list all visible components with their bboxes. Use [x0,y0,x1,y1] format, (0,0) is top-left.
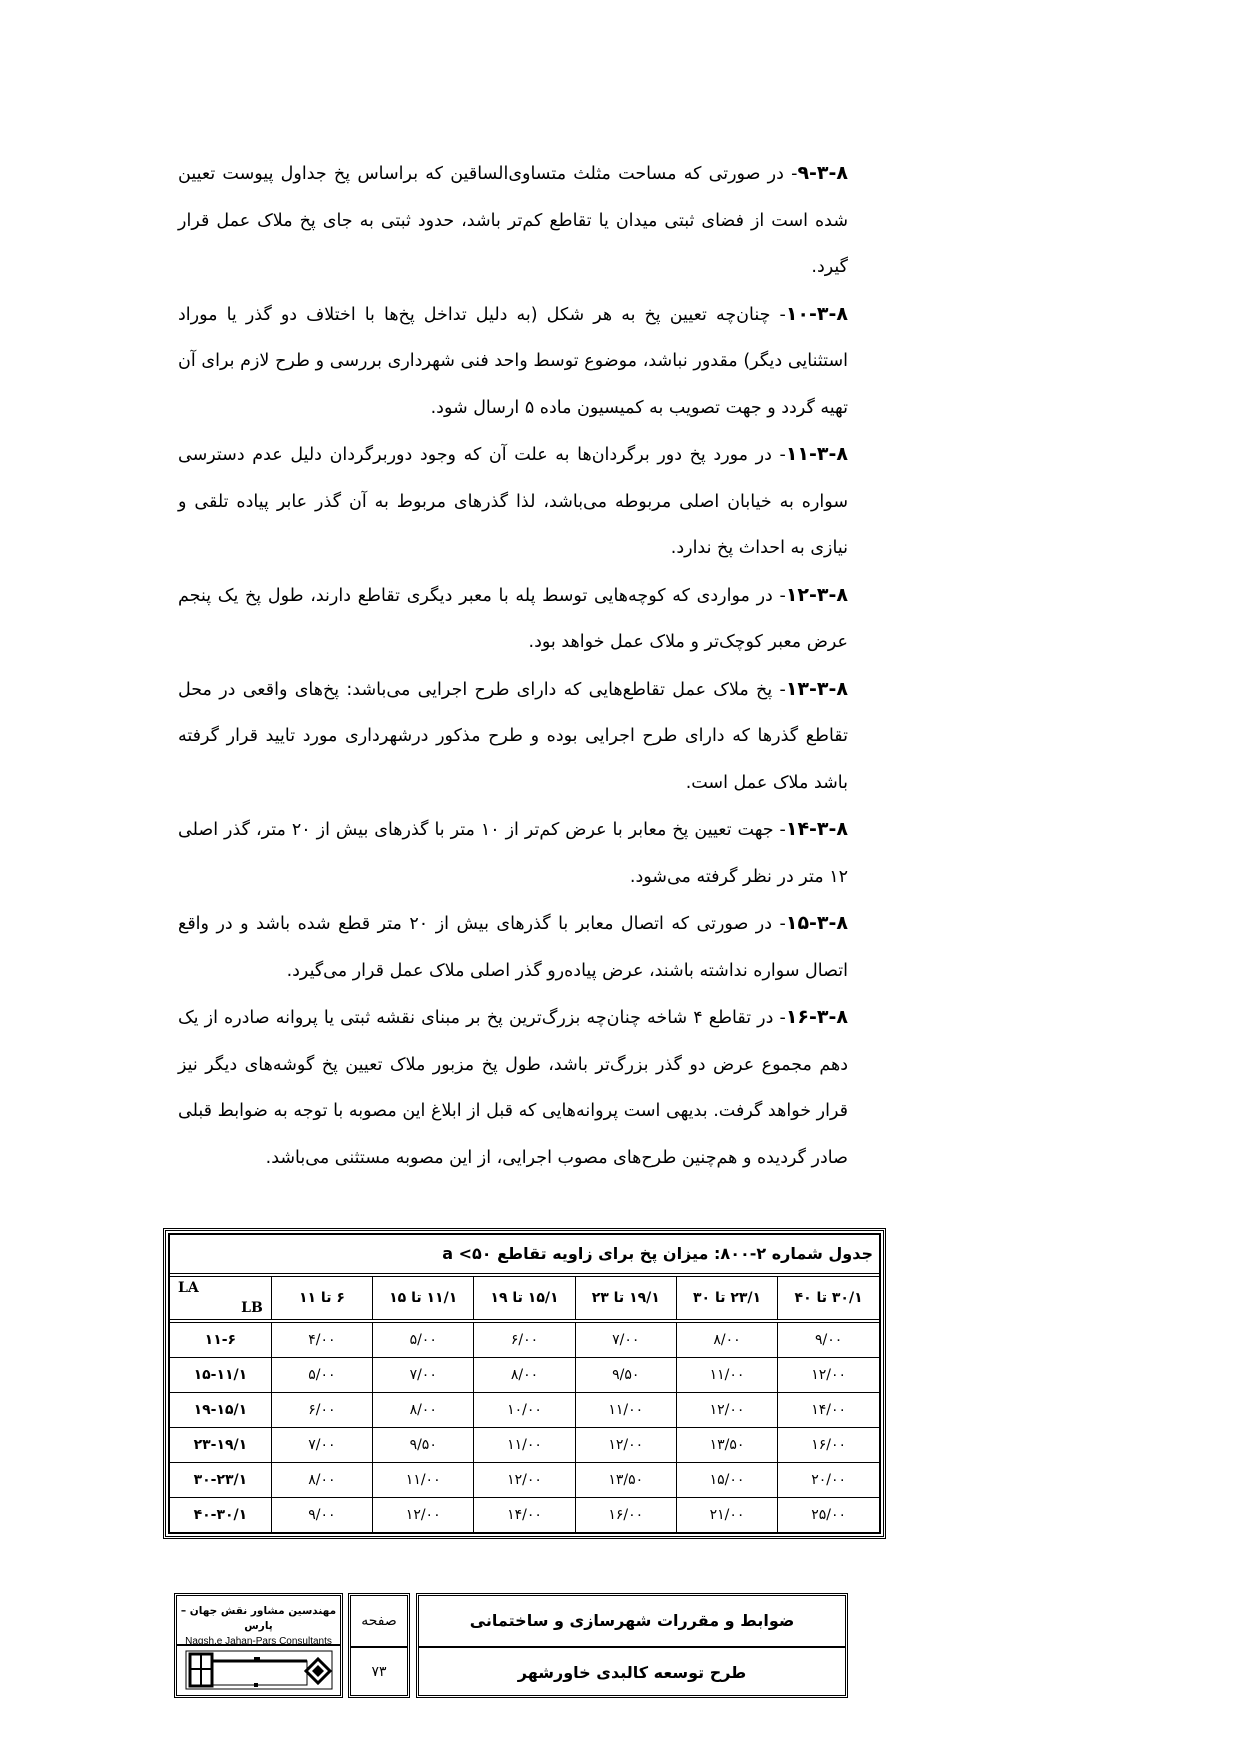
clause-number: ۱۵-۳-۸ [785,912,849,934]
table-cell: ۱۶/۰۰ [778,1428,879,1463]
row-label: ۴۰-۳۰/۱ [170,1498,271,1533]
clause-text: - در صورتی که مساحت مثلث متساوی‌الساقین که براساس پخ جداول پیوست تعیین شده است از فضای ثبتی میدان یا تقاطع کم‌تر باشد، حدود ثبتی به جای پخ ملاک عمل قرار گیرد. [178,164,848,277]
company-logo-icon [177,1646,340,1696]
table-cell: ۱۲/۰۰ [575,1428,676,1463]
table-row [170,1321,879,1358]
clause-paragraph [178,291,848,432]
clause-number: ۱۱-۳-۸ [785,443,848,465]
table-cell: ۸/۰۰ [474,1358,575,1393]
clause-paragraph [178,806,848,900]
column-header: ۶ تا ۱۱ [271,1277,372,1321]
clause-text: - جهت تعیین پخ معابر با عرض کم‌تر از ۱۰ متر با گذرهای بیش از ۲۰ متر، گذر اصلی ۱۲ متر در نظر گرفته می‌شود. [178,820,848,887]
clause-paragraph [178,150,848,291]
footer-page-box [348,1593,410,1698]
table-cell: ۱۲/۰۰ [676,1393,777,1428]
plan-title: طرح توسعه کالبدی خاورشهر [517,1662,747,1682]
corner-lb: LB [241,1300,263,1316]
table-cell: ۸/۰۰ [676,1321,777,1358]
column-header: ۱۱/۱ تا ۱۵ [373,1277,474,1321]
table-row [170,1463,879,1498]
corner-la: LA [178,1280,199,1296]
table-cell: ۴/۰۰ [271,1321,372,1358]
table-cell: ۱۱/۰۰ [474,1428,575,1463]
table-cell: ۵/۰۰ [271,1358,372,1393]
clause-paragraph [178,666,848,807]
table-cell: ۷/۰۰ [373,1358,474,1393]
clause-text: - پخ ملاک عمل تقاطع‌هایی که دارای طرح اجرایی می‌باشد: پخ‌های واقعی در محل تقاطع گذرها که دارای طرح اجرایی بوده و طرح مذکور درشهرداری مورد تایید قرار گرفته باشد ملاک عمل است. [178,679,848,793]
table-cell: ۷/۰۰ [271,1428,372,1463]
table-cell: ۸/۰۰ [373,1393,474,1428]
column-header: ۱۹/۱ تا ۲۳ [575,1277,676,1321]
column-header: ۳۰/۱ تا ۴۰ [778,1277,879,1321]
table-row [170,1393,879,1428]
table-cell: ۱۴/۰۰ [778,1393,879,1428]
clause-number: ۱۲-۳-۸ [785,583,848,606]
table-cell: ۲۰/۰۰ [778,1463,879,1498]
chamfer-table [163,1228,886,1539]
table-cell: ۱۴/۰۰ [474,1498,575,1533]
clause-number: ۱۰-۳-۸ [785,302,848,325]
clause-paragraph [178,900,848,994]
table-cell: ۹/۵۰ [373,1428,474,1463]
clause-text: - چنان‌چه تعیین پخ به هر شکل (به دلیل تداخل پخ‌ها با اختلاف دو گذر یا موراد استثنایی دیگر) مقدور نباشد، موضوع توسط واحد فنی شهرداری بررسی و طرح لازم برای آن تهیه گردد و جهت تصویب به کمیسیون ماده ۵ ارسال شود. [178,304,848,418]
clause-text: - در مورد پخ دور برگردان‌ها به علت آن که وجود دوربرگردان دلیل عدم دسترسی سواره به خیابان اصلی مربوطه می‌باشد، لذا گذرهای مربوط به آن گذر عابر پیاده تلقی و نیازی به احداث پخ ندارد. [178,445,848,558]
document-title: ضوابط و مقررات شهرسازی و ساختمانی [419,1596,845,1648]
clause-number: ۹-۳-۸ [797,162,848,184]
table-cell: ۱۳/۵۰ [575,1463,676,1498]
column-header: ۲۳/۱ تا ۳۰ [676,1277,777,1321]
clause-number: ۱۴-۳-۸ [785,818,849,840]
table-cell: ۱۰/۰۰ [474,1393,575,1428]
table-cell: ۱۶/۰۰ [575,1498,676,1533]
table-cell: ۲۱/۰۰ [676,1498,777,1533]
table-cell: ۲۵/۰۰ [778,1498,879,1533]
page-label: صفحه [351,1596,407,1648]
table-cell: ۵/۰۰ [373,1321,474,1358]
clause-number: ۱۶-۳-۸ [785,1006,848,1028]
footer-company-box [174,1593,343,1698]
clause-text: - در مواردی که کوچه‌هایی توسط پله با معبر دیگری تقاطع دارند، طول پخ یک پنجم عرض معبر کوچک‌تر و ملاک عمل خواهد بود. [178,585,848,652]
clause-paragraph [178,572,848,666]
corner-cell [170,1277,271,1321]
row-label: ۱۹-۱۵/۱ [170,1393,271,1428]
clause-text: - در صورتی که اتصال معابر با گذرهای بیش از ۲۰ متر قطع شده باشد و در واقع اتصال سواره نداشته باشند، عرض پیاده‌رو گذر اصلی ملاک عمل قرار می‌گیرد. [178,914,848,981]
table-cell: ۱۱/۰۰ [676,1358,777,1393]
table-cell: ۱۵/۰۰ [676,1463,777,1498]
row-label: ۱۱-۶ [170,1321,271,1358]
table-row [170,1358,879,1393]
column-header: ۱۵/۱ تا ۱۹ [474,1277,575,1321]
footer-title-box [416,1593,848,1698]
row-label: ۳۰-۲۳/۱ [170,1463,271,1498]
table-cell: ۱۱/۰۰ [575,1393,676,1428]
table-cell: ۶/۰۰ [474,1321,575,1358]
table-cell: ۶/۰۰ [271,1393,372,1428]
table-cell: ۱۲/۰۰ [373,1498,474,1533]
clause-paragraph [178,431,848,572]
table-cell: ۹/۰۰ [778,1321,879,1358]
table-row [170,1428,879,1463]
table-header-row [170,1277,879,1321]
row-label: ۲۳-۱۹/۱ [170,1428,271,1463]
page-number: ۷۳ [371,1664,387,1681]
clause-text: - در تقاطع ۴ شاخه چنان‌چه بزرگ‌ترین پخ بر مبنای نقشه ثبتی یا پروانه صادره از یک دهم مجموع عرض دو گذر بزرگ‌تر باشد، طول پخ مزبور ملاک تعیین پخ گوشه‌های دیگر نیز قرار خواهد گرفت. بدیهی است پروانه‌هایی که قبل از ابلاغ این مصوبه با توجه به ضوابط قبلی صادر گردیده و هم‌چنین طرح‌های مصوب اجرایی، از این مصوبه مستثنی می‌باشد. [178,1008,848,1168]
table-row [170,1498,879,1533]
table-cell: ۱۲/۰۰ [474,1463,575,1498]
company-name-fa: مهندسین مشاور نقش جهان – پارس [180,1605,337,1632]
clause-number: ۱۳-۳-۸ [785,677,848,700]
table-cell: ۱۳/۵۰ [676,1428,777,1463]
row-label: ۱۵-۱۱/۱ [170,1358,271,1393]
clause-paragraph [178,994,848,1181]
table-cell: ۱۲/۰۰ [778,1358,879,1393]
table-cell: ۸/۰۰ [271,1463,372,1498]
table-cell: ۹/۰۰ [271,1498,372,1533]
table-cell: ۱۱/۰۰ [373,1463,474,1498]
table-cell: ۹/۵۰ [575,1358,676,1393]
table-cell: ۷/۰۰ [575,1321,676,1358]
company-name-en: Naqsh,e Jahan-Pars Consultants [185,1636,332,1647]
table-title: جدول شماره ۲-۸۰۰: میزان پخ برای زاویه تقاطع ۵۰> a [170,1235,879,1277]
page-footer [174,1593,848,1698]
body-text [178,150,848,1181]
